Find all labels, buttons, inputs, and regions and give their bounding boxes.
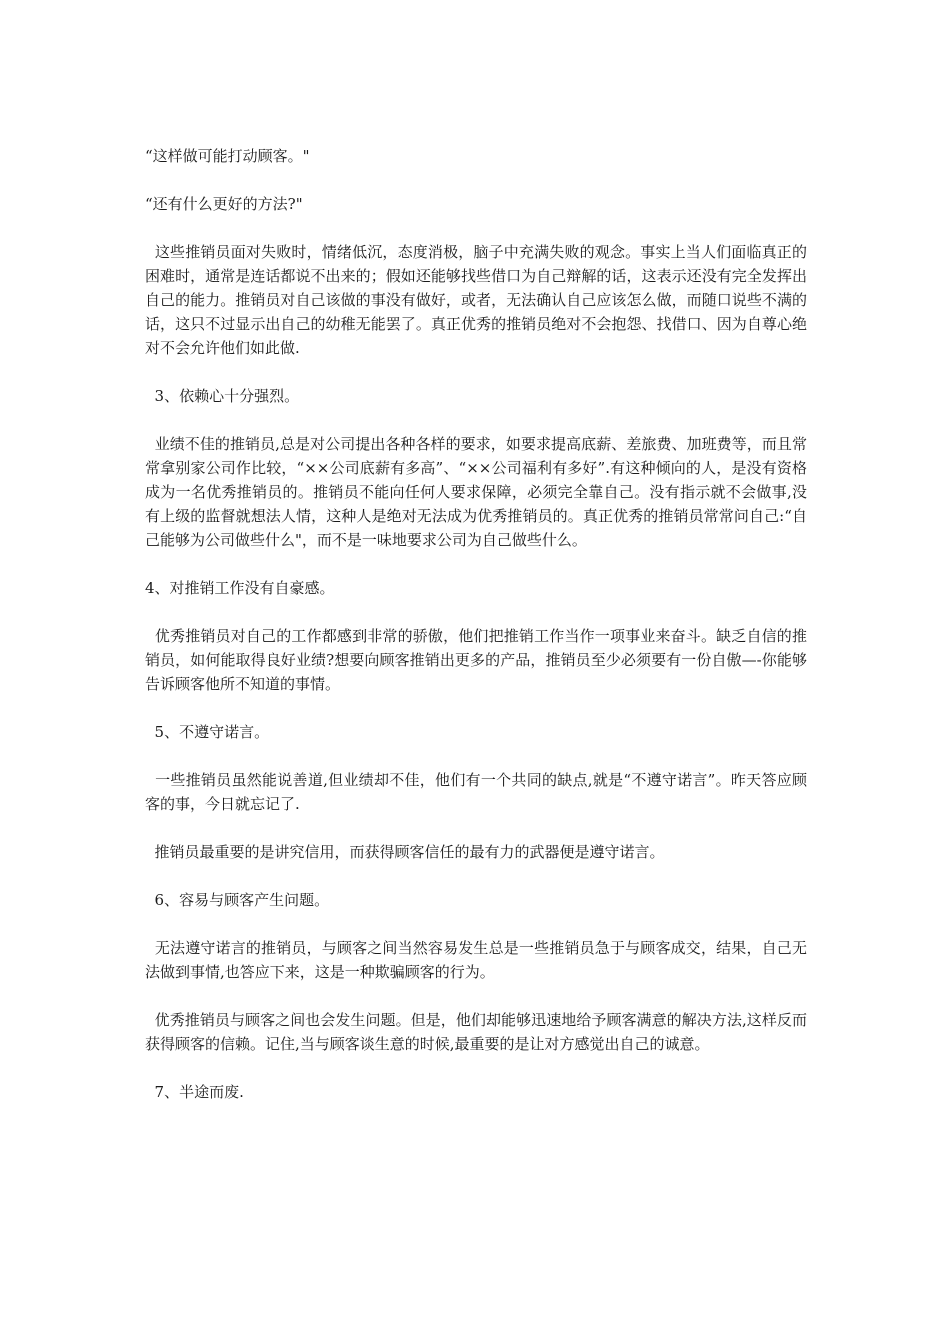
section-heading-5: 5、不遵守诺言。 [145, 723, 270, 741]
paragraph-credibility: 推销员最重要的是讲究信用，而获得顾客信任的最有力的武器便是遵守诺言。 [145, 843, 665, 861]
paragraph-customer-issues: 无法遵守诺言的推销员，与顾客之间当然容易发生总是一些推销员急于与顾客成交，结果，自己无法做到事情,也答应下来，这是一种欺骗顾客的行为。 [145, 939, 807, 981]
paragraph-resolution: 优秀推销员与顾客之间也会发生问题。但是，他们却能够迅速地给予顾客满意的解决方法,这样反而获得顾客的信赖。记住,当与顾客谈生意的时候,最重要的是让对方感觉出自己的诚意。 [145, 1011, 807, 1053]
quote-line-2: “还有什么更好的方法?" [145, 195, 303, 213]
paragraph-failure-attitude: 这些推销员面对失败时，情绪低沉，态度消极，脑子中充满失败的观念。事实上当人们面临真正的困难时，通常是连话都说不出来的；假如还能够找些借口为自己辩解的话，这表示还没有完全发挥出自己的能力。推销员对自己该做的事没有做好，或者，无法确认自己应该怎么做，而随口说些不满的话，这只不过显示出自己的幼稚无能罢了。真正优秀的推销员绝对不会抱怨、找借口、因为自尊心绝对不会允许他们如此做. [145, 243, 807, 357]
section-heading-7: 7、半途而废. [145, 1083, 244, 1101]
section-heading-6: 6、容易与顾客产生问题。 [145, 891, 330, 909]
paragraph-promises: 一些推销员虽然能说善道,但业绩却不佳，他们有一个共同的缺点,就是“不遵守诺言”。昨天答应顾客的事，今日就忘记了. [145, 771, 807, 813]
section-heading-4: 4、对推销工作没有自豪感。 [145, 579, 335, 597]
paragraph-dependency: 业绩不佳的推销员,总是对公司提出各种各样的要求，如要求提高底薪、差旅费、加班费等，而且常常拿别家公司作比较，“××公司底薪有多高”、“××公司福利有多好”.有这种倾向的人，是没有资格成为一名优秀推销员的。推销员不能向任何人要求保障，必须完全靠自己。没有指示就不会做事,没有上级的监督就想法人情，这种人是绝对无法成为优秀推销员的。真正优秀的推销员常常问自己:“自己能够为公司做些什么"，而不是一味地要求公司为自己做些什么。 [145, 435, 807, 549]
paragraph-pride: 优秀推销员对自己的工作都感到非常的骄傲，他们把推销工作当作一项事业来奋斗。缺乏自信的推销员，如何能取得良好业绩?想要向顾客推销出更多的产品，推销员至少必须要有一份自傲—-你能够告诉顾客他所不知道的事情。 [145, 627, 807, 693]
document-body [145, 144, 807, 1128]
section-heading-3: 3、依赖心十分强烈。 [145, 387, 300, 405]
quote-line-1: “这样做可能打动顾客。" [145, 147, 310, 165]
